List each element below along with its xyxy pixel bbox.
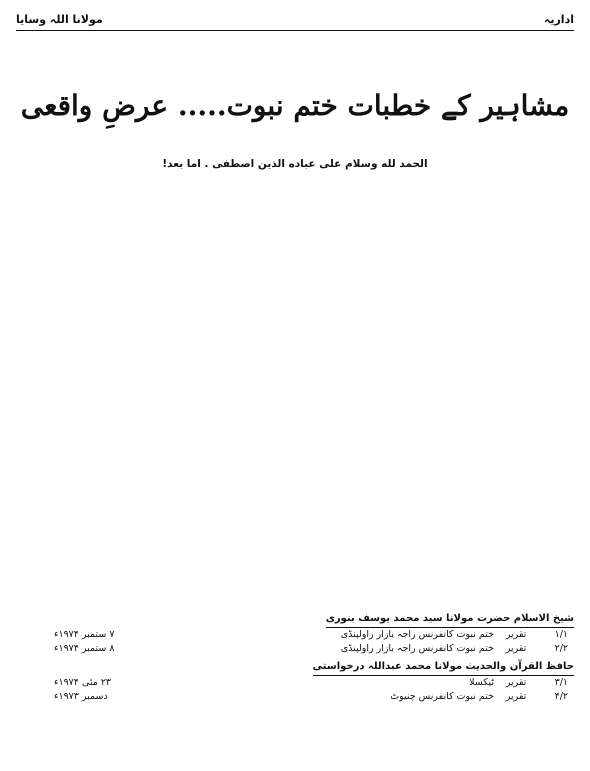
speech-row — [48, 642, 574, 656]
speech-date: ۸ ستمبر ۱۹۷۴ء — [54, 643, 115, 654]
speech-row — [48, 690, 574, 704]
speech-row — [48, 676, 574, 690]
speech-place: ختم نبوت کانفرنس راجہ بازار راولپنڈی — [340, 629, 494, 640]
speech-kind: تقریر — [505, 691, 527, 702]
speech-list — [16, 608, 574, 704]
speech-row — [48, 628, 574, 642]
speech-date: ۷ ستمبر ۱۹۷۴ء — [54, 629, 115, 640]
speaker-name: حافظ القرآن والحدیث مولانا محمد عبداللہ درخواستی — [313, 660, 574, 676]
page-header — [16, 8, 574, 31]
speech-kind: تقریر — [505, 643, 527, 654]
speech-date: دسمبر ۱۹۷۳ء — [54, 691, 108, 702]
speech-kind: تقریر — [505, 629, 527, 640]
speech-place: ختم نبوت کانفرنس راجہ بازار راولپنڈی — [340, 643, 494, 654]
salutation: الحمد لله وسلام على عباده الذين اصطفى . اما بعد! — [162, 158, 428, 170]
speaker-name: شیخ الاسلام حضرت مولانا سید محمد یوسف بنوری — [326, 612, 574, 628]
speech-date: ۲۳ مئی ۱۹۷۴ء — [54, 677, 112, 688]
speech-place: ٹیکسلا — [469, 677, 494, 688]
article-body — [16, 178, 574, 608]
article-title: مشاہیر کے خطبات ختم نبوت..... عرضِ واقعی — [20, 89, 570, 122]
speech-number: ۴/۲ — [554, 691, 568, 702]
speaker-group — [16, 608, 574, 656]
speech-kind: تقریر — [505, 677, 527, 688]
speech-number: ۱/۱ — [554, 629, 568, 640]
author-name: مولانا اللہ وسایا — [16, 12, 103, 26]
speech-number: ۲/۲ — [554, 643, 568, 654]
speaker-group — [16, 656, 574, 704]
section-label: اداریہ — [543, 12, 574, 26]
speech-number: ۳/۱ — [554, 677, 568, 688]
speech-place: ختم نبوت کانفرنس چنیوٹ — [390, 691, 494, 702]
